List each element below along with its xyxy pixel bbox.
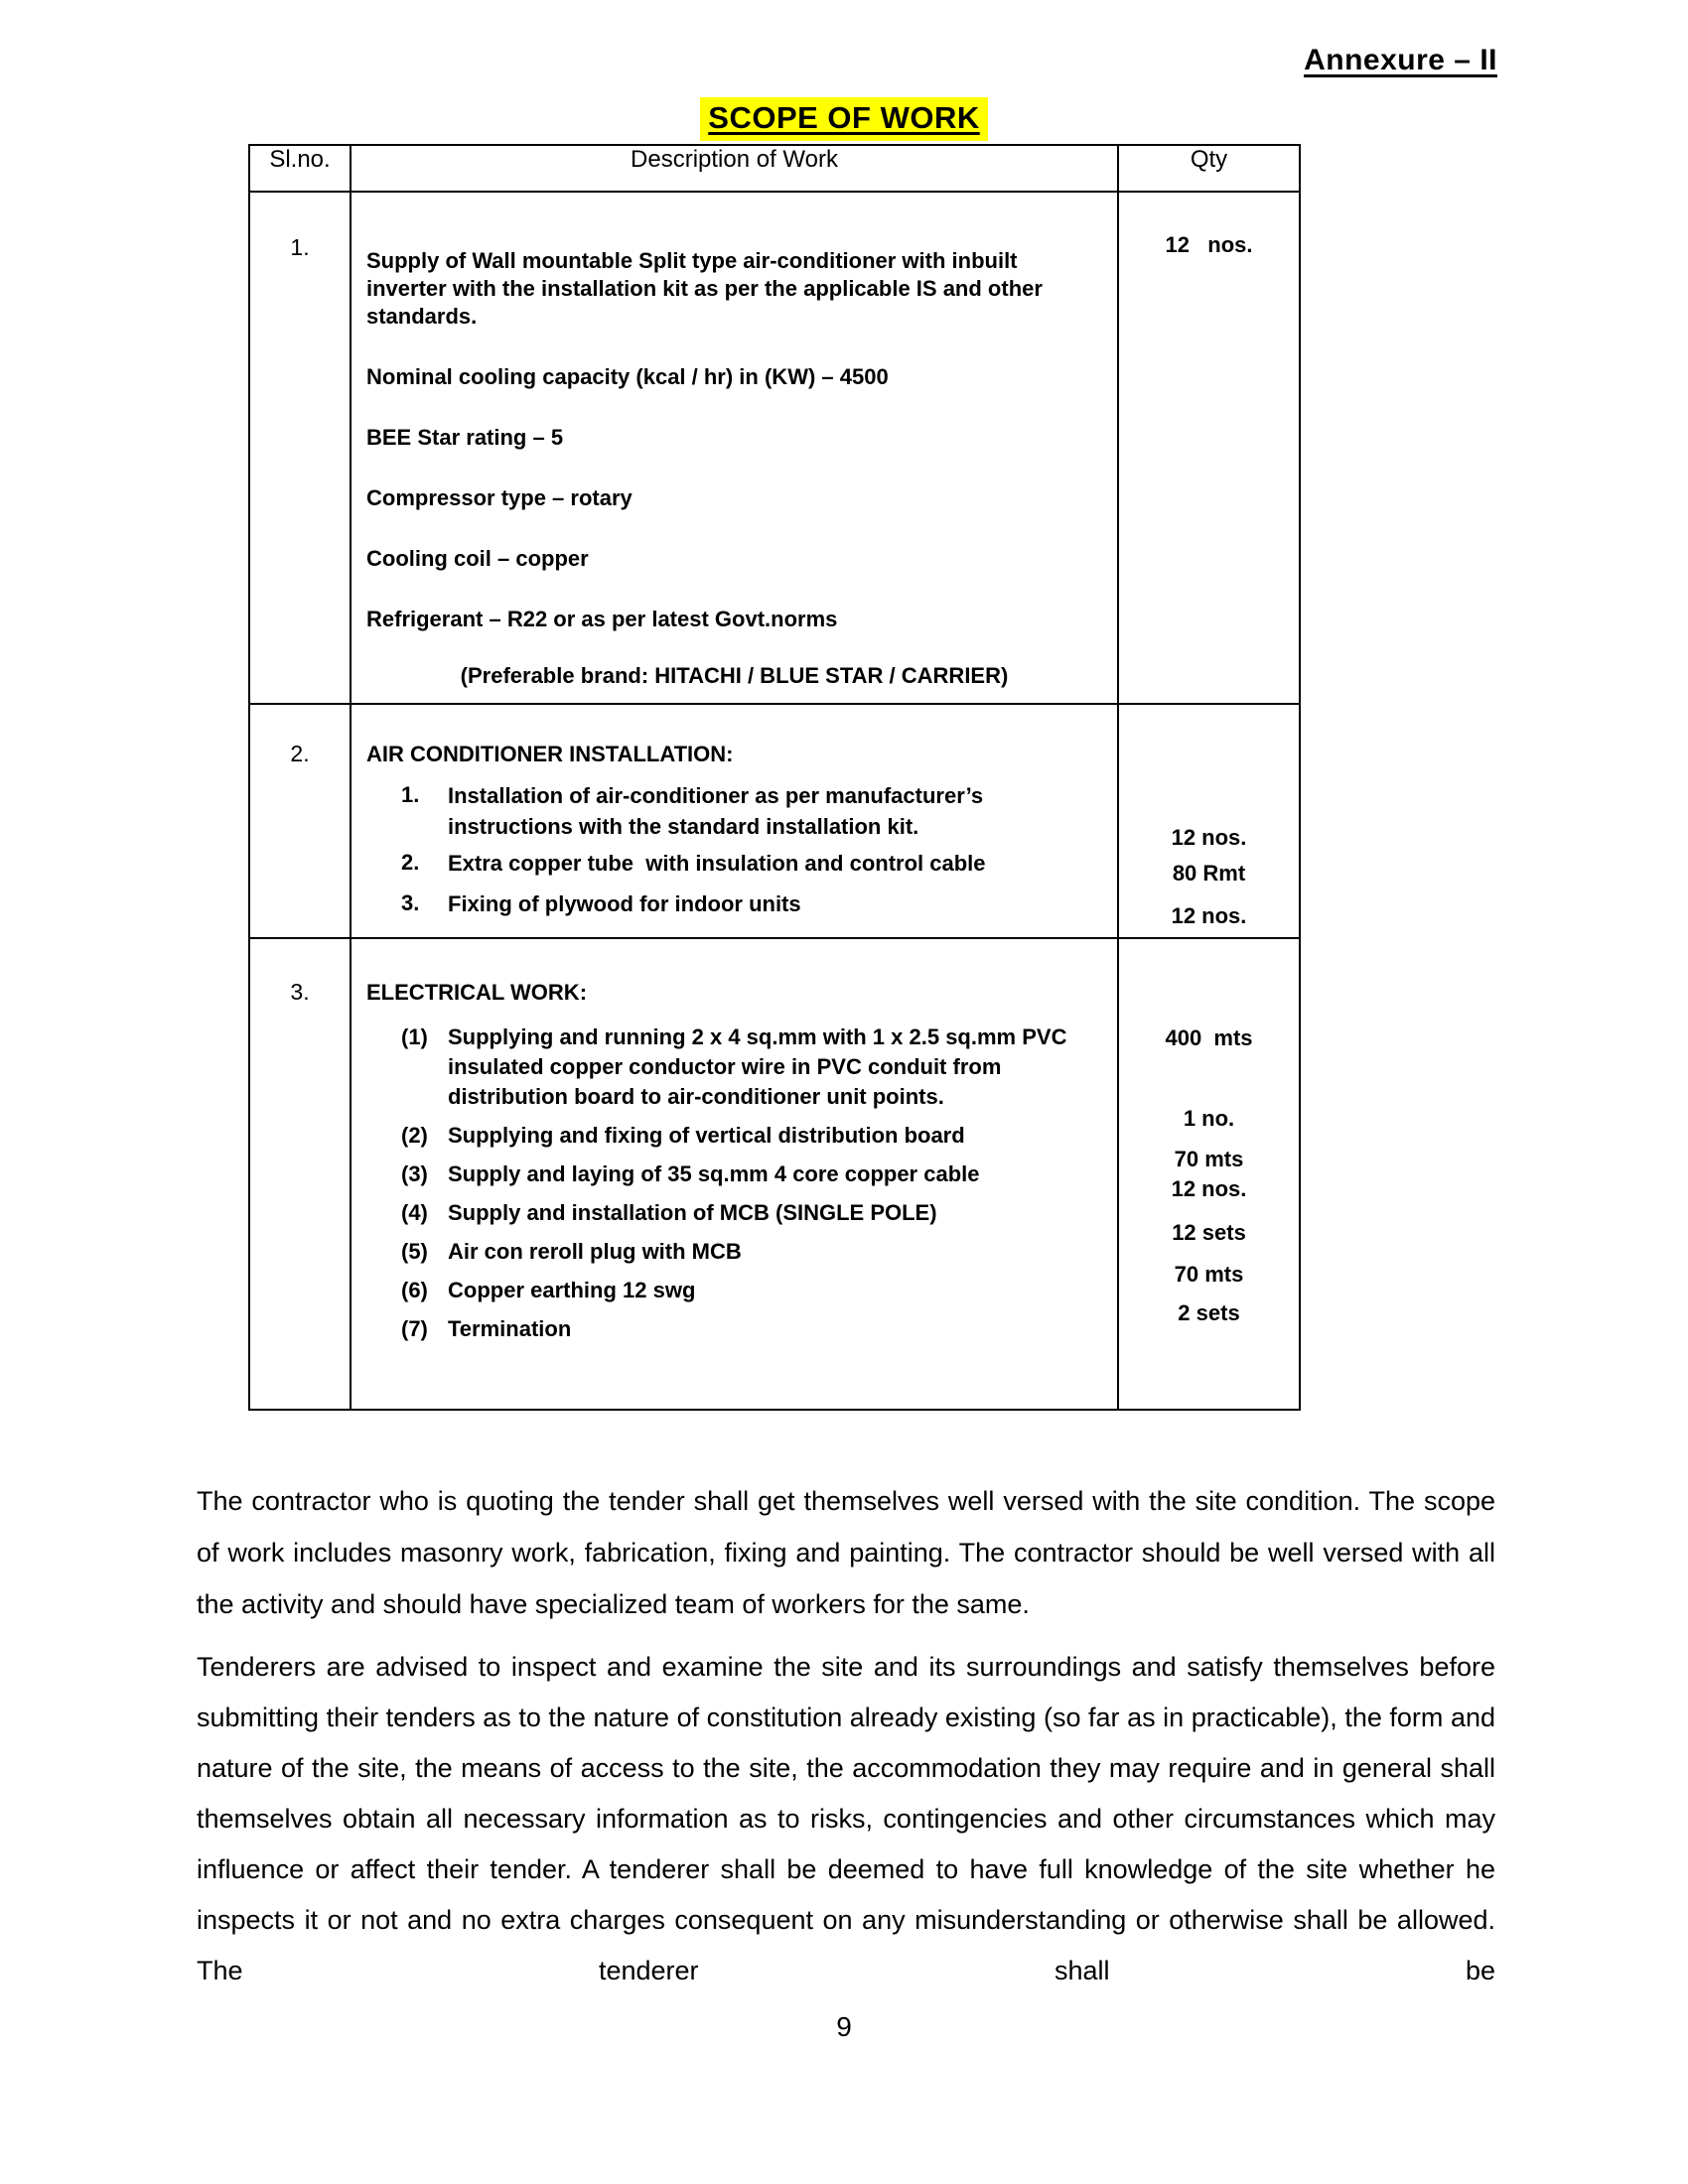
item-marker: (6) [401, 1278, 428, 1302]
row1-spec-compressor: Compressor type – rotary [366, 485, 633, 510]
page-title-wrap [0, 97, 1688, 141]
row3-qty-value: 400 mts [1165, 1025, 1253, 1050]
item-marker: (7) [401, 1316, 428, 1341]
list-item [352, 780, 1117, 842]
list-item [352, 1023, 1117, 1112]
item-line: Termination [448, 1316, 572, 1341]
item-text [448, 1121, 1117, 1151]
item-text [448, 888, 1117, 919]
row1-brand-note: (Preferable brand: HITACHI / BLUE STAR / CARRIER) [460, 663, 1009, 688]
row1-slno: 1. [249, 192, 351, 704]
contractor-paragraph: The contractor who is quoting the tender shall get themselves well versed with the site condition. The scope of work includes masonry work, fabrication, fixing and painting. The contractor should be well versed with all the activity and should have specialized team of workers for the same. [197, 1486, 1495, 1619]
row3-qty [1118, 938, 1300, 1410]
item-text [448, 1237, 1117, 1267]
row2-slno: 2. [249, 704, 351, 938]
table-header-row [249, 145, 1300, 192]
item-line: insulated copper conductor wire in PVC conduit from [448, 1054, 1002, 1079]
row3-qty-value: 1 no. [1183, 1106, 1235, 1131]
row3-qty-value: 70 mts [1174, 1262, 1244, 1287]
row2-qty-value: 80 Rmt [1172, 861, 1246, 886]
row1-paragraph-line: inverter with the installation kit as per the applicable IS and other [366, 276, 1043, 301]
list-item [352, 1276, 1117, 1305]
item-text [448, 780, 1117, 842]
item-line: Supply and laying of 35 sq.mm 4 core copper cable [448, 1161, 980, 1186]
row1-qty-value: 12 nos. [1165, 232, 1253, 257]
item-marker: (5) [401, 1239, 428, 1264]
row1-description [351, 192, 1118, 704]
item-marker: 3. [401, 890, 420, 915]
row3-heading: ELECTRICAL WORK: [366, 980, 588, 1005]
row1-paragraph-line: standards. [366, 304, 478, 329]
row2-description [351, 704, 1118, 938]
list-item [352, 1121, 1117, 1151]
row2-qty-value: 12 nos. [1171, 825, 1247, 850]
list-item [352, 888, 1117, 919]
item-marker: (1) [401, 1024, 428, 1049]
item-text [448, 1314, 1117, 1344]
item-line: Copper earthing 12 swg [448, 1278, 696, 1302]
col-header-description: Description of Work [351, 145, 1118, 192]
item-line: Extra copper tube with insulation and control cable [448, 851, 986, 876]
item-marker: 2. [401, 850, 420, 875]
row1-spec-cooling-coil: Cooling coil – copper [366, 546, 589, 571]
item-line: Supplying and fixing of vertical distribution board [448, 1123, 965, 1148]
item-line: Fixing of plywood for indoor units [448, 891, 801, 916]
col-header-qty: Qty [1118, 145, 1300, 192]
table-row-2 [249, 704, 1300, 938]
row3-qty-value: 70 mts [1174, 1147, 1244, 1171]
page-title: SCOPE OF WORK [700, 97, 987, 141]
col-header-slno: Sl.no. [249, 145, 351, 192]
row2-qty [1118, 704, 1300, 938]
item-marker: (2) [401, 1123, 428, 1148]
row3-description [351, 938, 1118, 1410]
annexure-label: Annexure – II [1304, 44, 1497, 76]
list-item [352, 848, 1117, 879]
list-item [352, 1198, 1117, 1228]
row2-qty-value: 12 nos. [1171, 903, 1247, 928]
list-item [352, 1160, 1117, 1189]
table-row-1 [249, 192, 1300, 704]
item-text [448, 848, 1117, 879]
row3-qty-value: 2 sets [1178, 1300, 1240, 1325]
item-line: instructions with the standard installation kit. [448, 814, 919, 839]
row3-slno: 3. [249, 938, 351, 1410]
item-line: Air con reroll plug with MCB [448, 1239, 742, 1264]
row2-items [352, 780, 1117, 919]
page-number: 9 [836, 2011, 852, 2042]
item-marker: (3) [401, 1161, 428, 1186]
row1-spec-bee-rating: BEE Star rating – 5 [366, 425, 564, 450]
scope-of-work-table [248, 144, 1301, 1411]
item-line: Supplying and running 2 x 4 sq.mm with 1 x 2.5 sq.mm PVC [448, 1024, 1067, 1049]
item-text [448, 1160, 1117, 1189]
list-item [352, 1314, 1117, 1344]
item-text [448, 1023, 1117, 1112]
item-text [448, 1198, 1117, 1228]
tenderers-paragraph: Tenderers are advised to inspect and examine the site and its surroundings and satisfy themselves before submitting their tenders as to the nature of constitution already existing (so far as in practicable), the form and nature of the site, the means of access to the site, the accommodation they may require and in general shall themselves obtain all necessary information as to risks, contingencies and other circumstances which may influence or affect their tender. A tenderer shall be deemed to have full knowledge of the site whether he inspects it or not and no extra charges consequent on any misunderstanding or otherwise shall be allowed. The tenderer shall be [197, 1652, 1495, 1985]
item-text [448, 1276, 1117, 1305]
item-line: Installation of air-conditioner as per manufacturer’s [448, 783, 984, 808]
row1-paragraph [352, 193, 1117, 331]
row3-items [352, 1023, 1117, 1344]
item-marker: 1. [401, 782, 420, 807]
item-marker: (4) [401, 1200, 428, 1225]
row3-qty-value: 12 sets [1172, 1220, 1246, 1245]
row1-paragraph-line: Supply of Wall mountable Split type air-conditioner with inbuilt [366, 248, 1018, 273]
row3-qty-value: 12 nos. [1171, 1176, 1247, 1201]
table-row-3 [249, 938, 1300, 1410]
row1-spec-cooling-capacity: Nominal cooling capacity (kcal / hr) in (KW) – 4500 [366, 364, 889, 389]
item-line: distribution board to air-conditioner unit points. [448, 1084, 944, 1109]
row1-qty [1118, 192, 1300, 704]
list-item [352, 1237, 1117, 1267]
item-line: Supply and installation of MCB (SINGLE POLE) [448, 1200, 937, 1225]
row2-heading: AIR CONDITIONER INSTALLATION: [366, 742, 734, 766]
row1-spec-refrigerant: Refrigerant – R22 or as per latest Govt.norms [366, 607, 838, 631]
